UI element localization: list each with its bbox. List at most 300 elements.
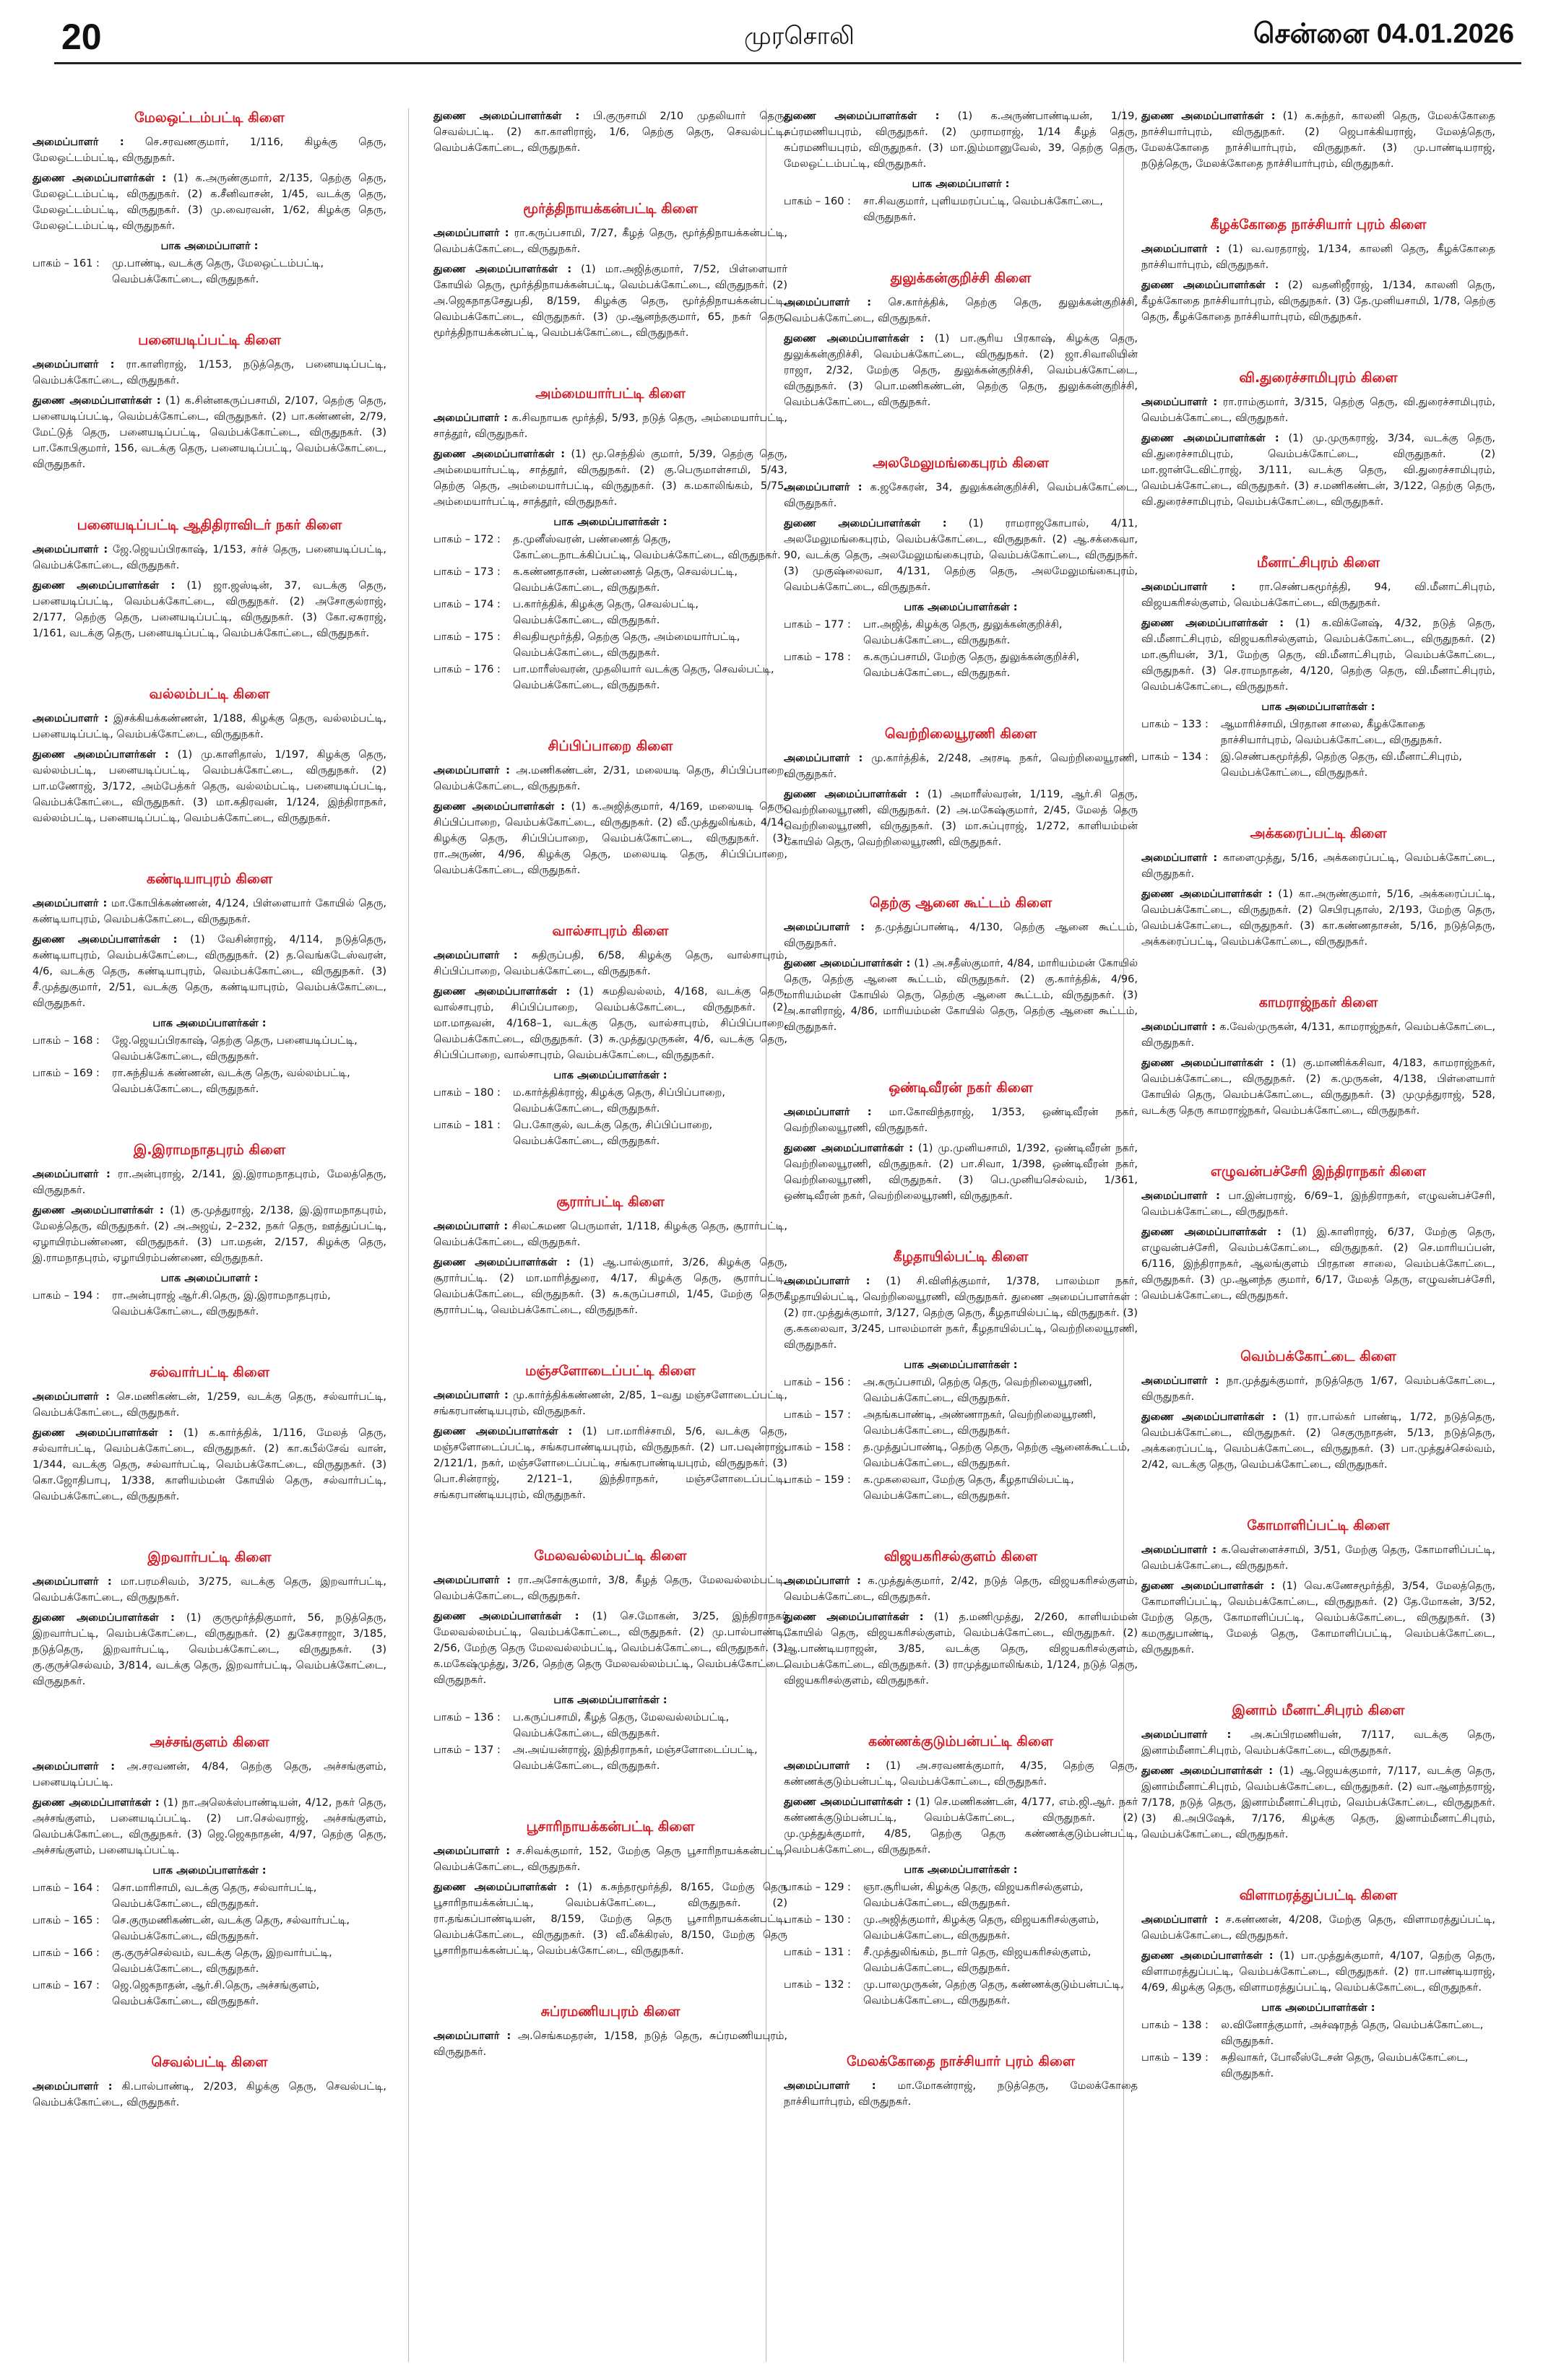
member-details: மா.மோகன்ராஜ், நடுத்தெரு, மேலக்கோதை நாச்சியார்புரம், விருதுநகர்.	[784, 2080, 1138, 2108]
booth-row	[433, 662, 787, 693]
booth-member: ல.வினோத்குமார், அச்ஷரநத் தெரு, வெம்பக்கோட்டை, விருதுநகர்.	[1221, 2020, 1484, 2047]
branch-section	[33, 1363, 386, 1505]
booth-number: பாகம் – 164 :	[33, 1882, 100, 1894]
member-details: (1) க.அருண்பாண்டியன், 1/19, சுப்ரமணியபுரம், விருதுநகர். (2) முராமராஜ், 1/14 கீழத் தெரு, சுப்ரமணியபுரம், விருதுநகர். (3) மா.இம்மானுவேல், 39, தெற்கு தெரு, மேலஒட்டம்பட்டி, விருதுநகர்.	[784, 111, 1138, 170]
booth-row	[33, 1065, 386, 1097]
booth-heading: பாக அமைப்பாளர்கள் :	[152, 1018, 267, 1029]
role-label: அமைப்பாளர் :	[33, 1391, 111, 1403]
office-bearer-entry	[784, 1758, 1138, 1790]
member-details: (1) வ.வரதராஜ், 1/134, காலனி தெரு, கீழக்கோதை நாச்சியார்புரம், விருதுநகர்.	[1141, 243, 1495, 271]
dateline: சென்னை 04.01.2026	[1253, 19, 1514, 49]
member-details: (1) மா.அஜித்குமார், 7/52, பிள்ளையார் கோயில் தெரு, மூர்த்திநாயக்கன்பட்டி, வெம்பக்கோட்டை, விருதுநகர். (2) அ.ஜெகநாதசேதுபதி, 8/159, கிழக்கு தெரு, மூர்த்திநாயக்கன்பட்டி, வெம்பக்கோட்டை, விருதுநகர். (3) மு.ஆனந்தகுமார், 65, நகர் தெரு, மூர்த்திநாயக்கன்பட்டி, வெம்பக்கோட்டை, விருதுநகர்.	[433, 264, 787, 339]
member-details: (1) வெ.கணேசமூர்த்தி, 3/54, மேலத்தெரு, கோமாளிப்பட்டி, வெம்பக்கோட்டை, விருதுநகர். (2) தே.மோகன், 3/52, மேற்கு தெரு, கோமாளிப்பட்டி, வெம்பக்கோட்டை, விருதுநகர். (3) கமருதுபாண்டி, மேலத் தெரு, கோமாளிப்பட்டி, வெம்பக்கோட்டை, விருதுநகர்.	[1141, 1580, 1495, 1656]
role-label: துணை அமைப்பாளர்கள் :	[33, 1612, 175, 1624]
role-label: துணை அமைப்பாளர்கள் :	[784, 1143, 913, 1154]
role-label: அமைப்பாளர் :	[33, 137, 124, 148]
member-details: (1) செ.மோகன், 3/25, இந்திராநகர் மேலவல்லம்பட்டி, வெம்பக்கோட்டை, விருதுநகர். (2) மு.பால்பாண்டி, 2/56, மேற்கு தெரு மேலவல்லம்பட்டி, வெம்பக்கோட்டை, விருதுநகர். (3) க.மகேஷ்முத்து, 3/26, தெற்கு தெரு மேலவல்லம்பட்டி, வெம்பக்கோட்டை, விருதுநகர்.	[433, 1611, 787, 1686]
booth-row	[433, 597, 787, 628]
branch-title: பனையடிப்பட்டி ஆதிதிராவிடர் நகர் கிளை	[77, 517, 342, 533]
booth-member: அ.கருப்பசாமி, தெற்கு தெரு, வெற்றிலையூரணி, வெம்பக்கோட்டை, விருதுநகர்.	[863, 1377, 1092, 1404]
member-details: க.முத்துக்குமார், 2/42, நடுத் தெரு, விஜயகரிசல்குளம், வெம்பக்கோட்டை, விருதுநகர்.	[784, 1575, 1138, 1603]
branch-title: மூர்த்திநாயக்கன்பட்டி கிளை	[523, 201, 698, 217]
role-label: துணை அமைப்பாளர்கள் :	[1141, 280, 1279, 291]
branch-section	[33, 108, 386, 287]
branch-section	[433, 1193, 787, 1318]
office-bearer-entry	[433, 948, 787, 979]
booth-number: பாகம் – 134 :	[1141, 751, 1209, 763]
branch-title: அம்மையார்பட்டி கிளை	[535, 386, 686, 402]
role-label: துணை அமைப்பாளர்கள் :	[784, 1611, 924, 1623]
member-details: (1) அமாரீஸ்வரன், 1/119, ஆர்.சி தெரு, வெற்றிலையூரணி, விருதுநகர். (2) அ.மகேஷ்குமார், 2/45, மேலத் தெரு வெற்றிலையூரணி, விருதுநகர். (3) மா.சுப்புராஜ், 1/272, காளியம்மன் கோயில் தெரு, வெற்றிலையூரணி, விருதுநகர்.	[784, 789, 1138, 848]
role-label: அமைப்பாளர் :	[784, 1575, 861, 1587]
office-bearer-entry	[1141, 1188, 1495, 1220]
branch-title: காமராஜ்நகர் கிளை	[1258, 995, 1378, 1011]
member-details: ரா.அன்புராஜ், 2/141, இ.இராமநாதபுரம், மேலத்தெரு, விருதுநகர்.	[33, 1169, 386, 1196]
office-bearer-entry	[433, 799, 787, 878]
member-details: செ.கார்த்திக், தெற்கு தெரு, துலுக்கன்குறிச்சி, வெம்பக்கோட்டை, விருதுநகர்.	[784, 297, 1138, 324]
member-details: (1) குருமூர்த்திகுமார், 56, நடுத்தெரு, இறவார்பட்டி, வெம்பக்கோட்டை, விருதுநகர். (2) துகேசராஜா, 3/185, நடுத்தெரு, இறவார்பட்டி, வெம்பக்கோட்டை, விருதுநகர். (3) கு.குருச்செல்வம், 3/814, வடக்கு தெரு, இறவார்பட்டி, வெம்பக்கோட்டை, விருதுநகர்.	[33, 1612, 386, 1687]
member-details: த.முத்துப்பாண்டி, 4/130, தெற்கு ஆனை கூட்டம், விருதுநகர்.	[784, 922, 1138, 949]
office-bearer-entry	[33, 747, 386, 826]
office-bearer-entry	[1141, 394, 1495, 426]
office-bearer-entry	[1141, 1578, 1495, 1658]
role-label: துணை அமைப்பாளர்கள் :	[784, 958, 911, 969]
branch-section	[1141, 1701, 1495, 1843]
role-label: அமைப்பாளர் :	[784, 1276, 870, 1287]
office-bearer-entry	[433, 1424, 787, 1503]
office-bearer-entry	[1141, 1912, 1495, 1944]
branch-title: செவல்பட்டி கிளை	[151, 2054, 268, 2070]
booth-member: சொ.மாரிசாமி, வடக்கு தெரு, சல்வார்பட்டி, வெம்பக்கோட்டை, விருதுநகர்.	[112, 1882, 317, 1910]
role-label: துணை அமைப்பாளர்கள் :	[1141, 1057, 1275, 1069]
member-details: (1) வேசின்ராஜ், 4/114, நடுத்தெரு, கண்டியாபுரம், வெம்பக்கோட்டை, விருதுநகர். (2) த.வெங்கடேஸ்வரன், 4/6, வடக்கு தெரு, கண்டியாபுரம், வெம்பக்கோட்டை, விருதுநகர். (3) சீ.முத்துகுமார், 2/51, வடக்கு தெரு, கண்டியாபுரம், வெம்பக்கோட்டை, விருதுநகர்.	[33, 934, 386, 1009]
member-details: மா.கோவிந்தராஜ், 1/353, ஒண்டிவீரன் நகர், வெற்றிலையூரணி, விருதுநகர்.	[784, 1107, 1138, 1134]
branch-section	[33, 870, 386, 1097]
branch-section	[433, 1546, 787, 1774]
booth-member: ஜெ.ஜெகநாதன், ஆர்.சி.தெரு, அச்சங்குளம், வெம்பக்கோட்டை, விருதுநகர்.	[112, 1980, 320, 2007]
member-details: (1) சுமதிவல்லம், 4/168, வடக்கு தெரு, வால்சாபுரம், சிப்பிப்பாறை, வெம்பக்கோட்டை, விருதுநகர். (2) மா.மாதவன், 4/168–1, வடக்கு தெரு, வால்சாபுரம், சிப்பிப்பாறை, வெம்பக்கோட்டை, விருதுநகர். (3) சு.முத்துமுருகன், 4/6, வடக்கு தெரு, சிப்பிப்பாறை, வால்சாபுரம், வெம்பக்கோட்டை, விருதுநகர்.	[433, 986, 787, 1061]
office-bearer-entry	[784, 2078, 1138, 2110]
member-details: (1) க.விக்னேஷ், 4/32, நடுத் தெரு, வி.மீனாட்சிபுரம், விஜயகரிசல்குளம், வெம்பக்கோட்டை, விருதுநகர். (2) மா.சூரியன், 3/1, மேற்கு தெரு, வி.மீனாட்சிபுரம், வெம்பக்கோட்டை, விருதுநகர். (3) செ.ராமநாதன், 4/120, தெற்கு தெரு, வி.மீனாட்சிபுரம், வெம்பக்கோட்டை, விருதுநகர்.	[1141, 618, 1495, 693]
member-details: ரா.அசோக்குமார், 3/8, கீழத் தெரு, மேலவல்லம்பட்டி, வெம்பக்கோட்டை, விருதுநகர்.	[433, 1575, 787, 1602]
office-bearer-entry	[1141, 850, 1495, 882]
booth-member: த.முத்துப்பாண்டி, தெற்கு தெரு, தெற்கு ஆனைக்கூட்டம், வெம்பக்கோட்டை, விருதுநகர்.	[863, 1442, 1131, 1469]
branch-title: ஒண்டிவீரன் நகர் கிளை	[889, 1080, 1033, 1096]
office-bearer-entry	[1141, 1019, 1495, 1051]
office-bearer-entry	[433, 984, 787, 1063]
booth-number: பாகம் – 180 :	[433, 1087, 501, 1099]
booth-number: பாகம் – 168 :	[33, 1035, 100, 1047]
booth-row	[33, 256, 386, 287]
office-bearer-entry	[784, 295, 1138, 326]
branch-title: வல்லம்பட்டி கிளை	[149, 686, 270, 702]
branch-section	[1141, 368, 1495, 510]
member-details: (1) மு.முருகராஜ், 3/34, வடக்கு தெரு, வி.துரைச்சாமிபுரம், வெம்பக்கோட்டை, விருதுநகர். (2) மா.ஜான்டேவிட்ராஜ், 3/111, வடக்கு தெரு, வி.துரைச்சாமிபுரம், வெம்பக்கோட்டை, விருதுநகர். (3) ச.மணிகண்டன், 3/122, தெற்கு தெரு, வி.துரைச்சாமிபுரம், வெம்பக்கோட்டை, விருதுநகர்.	[1141, 433, 1495, 508]
booth-number: பாகம் – 160 :	[784, 196, 851, 207]
booth-row	[1141, 717, 1495, 748]
member-details: பா.இன்பராஜ், 6/69–1, இந்திராநகர், எழுவன்பச்சேரி, வெம்பக்கோட்டை, விருதுநகர்.	[1141, 1190, 1495, 1218]
role-label: துணை அமைப்பாளர்கள் :	[33, 173, 167, 184]
office-bearer-entry	[784, 956, 1138, 1035]
member-details: மா.கோபிக்கண்ணன், 4/124, பிள்ளையார் கோயில் தெரு, கண்டியாபுரம், வெம்பக்கோட்டை, விருதுநகர்.	[33, 898, 386, 925]
branch-section	[1141, 1516, 1495, 1658]
member-details: (1) க.சுந்தர், காலனி தெரு, மேலக்கோதை நாச்சியார்புரம், விருதுநகர். (2) ஜெபாக்கியராஜ், மேலத்தெரு, மேலக்கோதை நாச்சியார்புரம், விருதுநகர். (3) மு.பாண்டியராஜ், நடுத்தெரு, மேலக்கோதை நாச்சியார்புரம், விருதுநகர்.	[1141, 111, 1495, 170]
booth-row	[433, 1710, 787, 1741]
office-bearer-entry	[33, 170, 386, 234]
office-bearer-entry	[33, 393, 386, 472]
booth-member: அதங்கபாண்டி, அண்ணாநகர், வெற்றிலையூரணி, வெம்பக்கோட்டை, விருதுநகர்.	[863, 1409, 1097, 1437]
column-2	[433, 108, 787, 2362]
booth-row	[784, 1879, 1138, 1911]
member-details: மு.கார்த்திக்கண்ணன், 2/85, 1–வது மஞ்சளோடைப்பட்டி, சங்கரபாண்டியபுரம், விருதுநகர்.	[433, 1390, 787, 1417]
role-label: அமைப்பாளர் :	[33, 2081, 113, 2093]
office-bearer-entry	[433, 410, 787, 442]
member-details: (1) மு.காளிதாஸ், 1/197, கிழக்கு தெரு, வல்லம்பட்டி, பனையடிப்பட்டி, வெம்பக்கோட்டை, விருதுநகர். (2) பா.மணோஜ், 3/172, அம்பேத்கர் தெரு, வல்லம்பட்டி, பனையடிப்பட்டி, வெம்பக்கோட்டை, விருதுநகர். (3) மா.கதிரவன், 1/124, இந்திராநகர், வல்லம்பட்டி, பனையடிப்பட்டி, வெம்பக்கோட்டை, விருதுநகர்.	[33, 749, 386, 824]
office-bearer-entry	[1141, 108, 1495, 172]
role-label: துணை அமைப்பாளர்கள் :	[433, 1611, 579, 1622]
booth-number: பாகம் – 161 :	[33, 258, 100, 269]
branch-title: வெற்றிலையூரணி கிளை	[884, 726, 1037, 742]
booth-number: பாகம் – 136 :	[433, 1712, 501, 1723]
office-bearer-entry	[33, 1610, 386, 1689]
role-label: அமைப்பாளர் :	[784, 753, 863, 764]
office-bearer-entry	[784, 516, 1138, 595]
booth-member: சீ.முத்துலிங்கம், நடார் தெரு, விஜயகரிசல்குளம், வெம்பக்கோட்டை, விருதுநகர்.	[863, 1947, 1092, 1974]
member-details: (1) இ.காளிராஜ், 6/37, மேற்கு தெரு, எழுவன்பச்சேரி, வெம்பக்கோட்டை, விருதுநகர். (2) செ.மாரியப்பன், 6/116, இந்திராநகர், ஆலங்குளம் பிரதான சாலை, வெம்பக்கோட்டை, விருதுநகர். (3) மு.ஆனந்த குமார், 6/17, மேலத் தெரு, எழுவன்பச்சேரி, வெம்பக்கோட்டை, விருதுநகர்.	[1141, 1226, 1495, 1302]
member-details: க.வெள்ளைச்சாமி, 3/51, மேற்கு தெரு, கோமாளிப்பட்டி, வெம்பக்கோட்டை, விருதுநகர்.	[1141, 1544, 1495, 1572]
member-details: செ.சரவணகுமார், 1/116, கிழக்கு தெரு, மேலஒட்டம்பட்டி, விருதுநகர்.	[33, 137, 386, 164]
branch-section	[1141, 108, 1495, 172]
member-details: க.சிவநாயக மூர்த்தி, 5/93, நடுத் தெரு, அம்மையார்பட்டி, சாத்தூர், விருதுநகர்.	[433, 412, 787, 440]
booth-member: சுதிவாகர், போலீஸ்டேசன் தெரு, வெம்பக்கோட்டை, விருதுநகர்.	[1221, 2052, 1469, 2080]
booth-row	[33, 1288, 386, 1320]
booth-number: பாகம் – 165 :	[33, 1915, 100, 1926]
branch-title: தெற்கு ஆனை கூட்டம் கிளை	[869, 895, 1053, 911]
booth-member: ரா.அன்புராஜ் ஆர்.சி.தெரு, இ.இராமநாதபுரம், வெம்பக்கோட்டை, விருதுநகர்.	[112, 1290, 331, 1317]
booth-member: செ.குருமணிகண்டன், வடக்கு தெரு, சல்வார்பட்டி, வெம்பக்கோட்டை, விருதுநகர்.	[112, 1915, 350, 1942]
role-label: துணை அமைப்பாளர்கள் :	[433, 264, 572, 275]
masthead	[0, 0, 1543, 79]
role-label: துணை அமைப்பாளர்கள் :	[33, 395, 161, 407]
member-details: காளைமுத்து, 5/16, அக்கரைப்பட்டி, வெம்பக்கோட்டை, விருதுநகர்.	[1141, 852, 1495, 880]
member-details: இசக்கியக்கண்ணன், 1/188, கிழக்கு தெரு, வல்லம்பட்டி, பனையடிப்பட்டி, வெம்பக்கோட்டை, விருதுநகர்.	[33, 713, 386, 740]
office-bearer-entry	[784, 1573, 1138, 1605]
booth-row	[1141, 749, 1495, 781]
role-label: அமைப்பாளர் :	[433, 2030, 511, 2042]
branch-section	[33, 685, 386, 826]
member-details: (1) கு.முத்துராஜ், 2/138, இ.இராமநாதபுரம், மேலத்தெரு, விருதுநகர். (2) அ.அஜய், 2–232, நகர் தெரு, ஊத்துப்பட்டி, ஏழாயிரம்பண்ணை, விருதுநகர். (3) பா.மதன், 2/157, கிழக்கு தெரு, இ.ராமநாதபுரம், ஏழாயிரம்பண்ணை, விருதுநகர்.	[33, 1205, 386, 1264]
role-label: அமைப்பாளர் :	[1141, 1190, 1220, 1202]
branch-title: விஜயகரிசல்குளம் கிளை	[883, 1549, 1038, 1565]
branch-section	[784, 724, 1138, 850]
member-details: (1) ஜா.ஜஸ்டின், 37, வடக்கு தெரு, பனையடிப்பட்டி, வெம்பக்கோட்டை, விருதுநகர். (2) அசோகுல்ராஜ், 2/177, தெற்கு தெரு, பனையடிப்பட்டி, விருதுநகர். (3) கோ.ஏசுராஜ், 1/161, வடக்கு தெரு, பனையடிப்பட்டி, வெம்பக்கோட்டை, விருதுநகர்.	[33, 580, 386, 639]
role-label: துணை அமைப்பாளர்கள் :	[1141, 1765, 1274, 1777]
booth-row	[784, 1944, 1138, 1976]
booth-heading: பாக அமைப்பாளர் :	[160, 241, 259, 252]
role-label: அமைப்பாளர் :	[433, 1575, 511, 1586]
role-label: துணை அமைப்பாளர்கள் :	[33, 749, 169, 761]
booth-number: பாகம் – 129 :	[784, 1882, 851, 1893]
booth-number: பாகம் – 178 :	[784, 652, 851, 663]
header-rule	[54, 62, 1521, 64]
branch-section	[33, 331, 386, 472]
page-number: 20	[61, 17, 102, 57]
role-label: துணை அமைப்பாளர்கள் :	[784, 1796, 912, 1808]
column-divider	[408, 108, 409, 2362]
member-details: (1) அ.சரவணக்குமார், 4/35, தெற்கு தெரு, கண்ணக்குடும்பன்பட்டி, வெம்பக்கோட்டை, விருதுநகர்.	[784, 1760, 1138, 1788]
office-bearer-entry	[433, 1388, 787, 1419]
booth-number: பாகம் – 181 :	[433, 1120, 501, 1131]
booth-heading: பாக அமைப்பாளர்கள் :	[1261, 701, 1375, 713]
booth-row	[784, 1472, 1138, 1504]
role-label: அமைப்பாளர் :	[784, 482, 863, 493]
branch-section	[33, 1548, 386, 1689]
office-bearer-entry	[33, 1795, 386, 1858]
office-bearer-entry	[433, 1609, 787, 1688]
branch-section	[784, 1732, 1138, 2009]
branch-title: எழுவன்பச்சேரி இந்திராநகர் கிளை	[1210, 1164, 1427, 1180]
member-details: (1) ராமராஜகோபால், 4/11, அலமேலுமங்கைபுரம், வெம்பக்கோட்டை, விருதுநகர். (2) ஆ.சக்கைவா, 90, வடக்கு தெரு, அலமேலுமங்கைபுரம், வெம்பக்கோட்டை, விருதுநகர். (3) முகுஷ்லைவா, 4/131, தெற்கு தெரு, அலமேலுமங்கைபுரம், வெம்பக்கோட்டை, விருதுநகர்.	[784, 518, 1138, 593]
member-details: (1) ஆ.ஜெயக்குமார், 7/117, வடக்கு தெரு, இனாம்மீனாட்சிபுரம், வெம்பக்கோட்டை, விருதுநகர். (2) வா.ஆனந்தராஜ், 7/178, நடுத் தெரு, இனாம்மீனாட்சிபுரம், வெம்பக்கோட்டை, விருதுநகர். (3) கி.அபிஷேக், 7/176, கிழக்கு தெரு, இனாம்மீனாட்சிபுரம், வெம்பக்கோட்டை, விருதுநகர்.	[1141, 1765, 1495, 1840]
office-bearer-entry	[33, 357, 386, 389]
booth-row	[33, 1880, 386, 1912]
booth-heading: பாக அமைப்பாளர்கள் :	[904, 602, 1018, 613]
office-bearer-entry	[33, 1759, 386, 1791]
role-label: அமைப்பாளர் :	[433, 228, 509, 239]
role-label: அமைப்பாளர் :	[1141, 1375, 1219, 1387]
member-details: நா.முத்துக்குமார், நடுத்தெரு 1/67, வெம்பக்கோட்டை, விருதுநகர்.	[1141, 1375, 1495, 1403]
role-label: துணை அமைப்பாளர்கள் :	[1141, 1580, 1275, 1592]
member-details: (1) பா.மாரிச்சாமி, 5/6, வடக்கு தெரு, மஞ்சளோடைப்பட்டி, சங்கரபாண்டியபுரம், விருதுநகர். (2) பா.பவுன்ராஜ், 2/121/1, நகர், மஞ்சளோடைப்பட்டி, சங்கரபாண்டியபுரம், விருதுநகர். (3) பொ.சின்ராஜ், 2/121–1, இந்திராநகர், மஞ்சளோடைப்பட்டி, சங்கரபாண்டியபுரம், விருதுநகர்.	[433, 1426, 787, 1501]
branch-section	[433, 2002, 787, 2060]
role-label: துணை அமைப்பாளர்கள் :	[433, 1882, 569, 1893]
booth-number: பாகம் – 138 :	[1141, 2020, 1209, 2031]
branch-section	[784, 1547, 1138, 1689]
branch-title: கண்ணக்குடும்பன்பட்டி கிளை	[868, 1734, 1053, 1749]
branch-title: பனையடிப்பட்டி கிளை	[138, 332, 281, 348]
office-bearer-entry	[33, 1574, 386, 1606]
member-details: (1) செ.மணிகண்டன், 4/177, எம்.ஜி.ஆர். நகர் கண்ணக்குடும்பன்பட்டி, வெம்பக்கோட்டை, விருதுநகர். (2) மு.முத்துக்குமார், 4/85, தெற்கு தெரு கண்ணக்குடும்பன்பட்டி, வெம்பக்கோட்டை, விருதுநகர்.	[784, 1796, 1138, 1856]
role-label: துணை அமைப்பாளர்கள் :	[433, 1426, 573, 1437]
booth-member: க.முகலைவா, மேற்கு தெரு, கீழதாயில்பட்டி, வெம்பக்கோட்டை, விருதுநகர்.	[863, 1474, 1074, 1502]
booth-number: பாகம் – 169 :	[33, 1068, 100, 1079]
branch-section	[784, 893, 1138, 1035]
role-label: துணை அமைப்பாளர்கள் :	[1141, 1226, 1281, 1238]
role-label: துணை அமைப்பாளர்கள் :	[784, 518, 947, 529]
branch-title: வெம்பக்கோட்டை கிளை	[1240, 1349, 1396, 1364]
booth-row	[784, 617, 1138, 649]
branch-section	[784, 1247, 1138, 1504]
role-label: அமைப்பாளர் :	[1141, 243, 1220, 255]
branch-section	[1141, 215, 1495, 325]
member-details: (1) க.கார்த்திக், 1/116, மேலத் தெரு, சல்வார்பட்டி, வெம்பக்கோட்டை, விருதுநகர். (2) கா.கபீல்சேவ் வான், 1/344, வடக்கு தெரு, சல்வார்பட்டி, வெம்பக்கோட்டை, விருதுநகர். (3) கொ.ஜோதிபாபு, 1/338, காளியம்மன் கோயில் தெரு, சல்வார்பட்டி, வெம்பக்கோட்டை, விருதுநகர்.	[33, 1427, 386, 1502]
booth-number: பாகம் – 157 :	[784, 1409, 851, 1421]
branch-title: வி.துரைச்சாமிபுரம் கிளை	[1239, 370, 1398, 386]
member-details: ஜே.ஜெயப்பிரகாஷ், 1/153, சர்ச் தெரு, பனையடிப்பட்டி, வெம்பக்கோட்டை, விருதுநகர்.	[33, 544, 386, 571]
branch-title: சூரார்பட்டி கிளை	[556, 1194, 665, 1210]
office-bearer-entry	[33, 711, 386, 743]
office-bearer-entry	[33, 1203, 386, 1266]
office-bearer-entry	[784, 919, 1138, 951]
booth-number: பாகம் – 156 :	[784, 1377, 851, 1388]
member-details: மு.கார்த்திக், 2/248, அரசடி நகர், வெற்றிலையூரணி, விருதுநகர்.	[784, 753, 1138, 780]
booth-row	[33, 1033, 386, 1065]
role-label: அமைப்பாளர் :	[433, 1221, 509, 1232]
booth-row	[1141, 2050, 1495, 2082]
role-label: அமைப்பாளர் :	[1141, 1914, 1219, 1926]
booth-row	[433, 629, 787, 661]
member-details: (1) க.அருண்குமார், 2/135, தெற்கு தெரு, மேலஒட்டம்பட்டி, விருதுநகர். (2) க.சீனிவாசன், 1/45, வடக்கு தெரு, மேலஒட்டம்பட்டி, விருதுநகர். (3) மு.வைரவன், 1/62, கிழக்கு தெரு, மேலஒட்டம்பட்டி, விருதுநகர்.	[33, 173, 386, 232]
office-bearer-entry	[433, 1843, 787, 1875]
office-bearer-entry	[1141, 1409, 1495, 1473]
branch-section	[1141, 1347, 1495, 1473]
role-label: துணை அமைப்பாளர்கள் :	[1141, 111, 1276, 122]
booth-row	[784, 1375, 1138, 1406]
booth-heading: பாக அமைப்பாளர்கள் :	[904, 1359, 1018, 1371]
booth-member: ம.கார்த்திக்ராஜ், கிழக்கு தெரு, சிப்பிப்பாறை, வெம்பக்கோட்டை, விருதுநகர்.	[513, 1087, 726, 1115]
booth-heading: பாக அமைப்பாளர்கள் :	[1261, 2002, 1375, 2014]
role-label: துணை அமைப்பாளர்கள் :	[784, 333, 925, 345]
booth-heading: பாக அமைப்பாளர்கள் :	[152, 1865, 267, 1877]
member-details: செ.மணிகண்டன், 1/259, வடக்கு தெரு, சல்வார்பட்டி, வெம்பக்கோட்டை, விருதுநகர்.	[33, 1391, 386, 1419]
member-details: அ.சரவணன், 4/84, தெற்கு தெரு, அச்சங்குளம், பனையடிப்பட்டி.	[33, 1761, 386, 1788]
role-label: அமைப்பாளர் :	[1141, 852, 1218, 864]
office-bearer-entry	[1141, 1224, 1495, 1304]
branch-section	[784, 108, 1138, 225]
role-label: அமைப்பாளர் :	[33, 713, 108, 724]
office-bearer-entry	[784, 1273, 1138, 1353]
office-bearer-entry	[433, 1879, 787, 1959]
office-bearer-entry	[33, 578, 386, 641]
branch-section	[1141, 1162, 1495, 1304]
booth-member: பா.அஜித், கிழக்கு தெரு, துலுக்கன்குறிச்சி, வெம்பக்கோட்டை, விருதுநகர்.	[863, 619, 1063, 646]
role-label: அமைப்பாளர் :	[433, 765, 510, 776]
office-bearer-entry	[33, 896, 386, 927]
role-label: அமைப்பாளர் :	[1141, 397, 1218, 408]
booth-heading: பாக அமைப்பாளர்கள் :	[553, 1695, 667, 1706]
member-details: (1) மூ.செந்தில் குமார், 5/39, தெற்கு தெரு, அம்மையார்பட்டி, சாத்தூர், விருதுநகர். (2) கு.பெருமாள்சாமி, 5/43, தெற்கு தெரு, அம்மையார்பட்டி, விருதுநகர். (3) க.மகாலிங்கம், 5/75, அம்மையார்பட்டி, சாத்தூர், விருதுநகர்.	[433, 449, 787, 508]
branch-section	[784, 454, 1138, 681]
booth-number: பாகம் – 158 :	[784, 1442, 851, 1453]
booth-member: ஞா.சூரியன், கிழக்கு தெரு, விஜயகரிசல்குளம், வெம்பக்கோட்டை, விருதுநகர்.	[863, 1882, 1084, 1909]
booth-row	[433, 1742, 787, 1774]
member-details: ரா.கருப்பசாமி, 7/27, கீழத் தெரு, மூர்த்திநாயக்கன்பட்டி, வெம்பக்கோட்டை, விருதுநகர்.	[433, 228, 787, 255]
role-label: அமைப்பாளர் :	[784, 297, 872, 308]
role-label: அமைப்பாளர் :	[33, 898, 108, 909]
office-bearer-entry	[784, 331, 1138, 410]
branch-section	[433, 922, 787, 1149]
role-label: துணை அமைப்பாளர்கள் :	[1141, 618, 1284, 629]
booth-member: ஜே.ஜெயப்பிரகாஷ், தெற்கு தெரு, பனையடிப்பட்டி, வெம்பக்கோட்டை, விருதுநகர்.	[112, 1035, 358, 1063]
member-details: (1) அ.சதீஸ்குமார், 4/84, மாரியம்மன் கோயில் தெரு, தெற்கு ஆனை கூட்டம், விருதுநகர். (2) கு.கார்த்திக், 4/96, மாரியம்மன் கோயில் தெரு, தெற்கு ஆனை கூட்டம், விருதுநகர். (3) அ.காளிராஜ், 4/86, மாரியம்மன் கோயில் தெரு, தெற்கு ஆனை கூட்டம், விருதுநகர்.	[784, 958, 1138, 1033]
booth-number: பாகம் – 132 :	[784, 1979, 851, 1991]
office-bearer-entry	[784, 1141, 1138, 1204]
branch-title: இ.இராமநாதபுரம் கிளை	[133, 1142, 286, 1158]
member-details: சிலட்சுமண பெருமாள், 1/118, கிழக்கு தெரு, சூரார்பட்டி, வெம்பக்கோட்டை, விருதுநகர்.	[433, 1221, 787, 1248]
booth-number: பாகம் – 131 :	[784, 1947, 851, 1958]
office-bearer-entry	[1141, 1542, 1495, 1574]
branch-section	[1141, 553, 1495, 781]
role-label: துணை அமைப்பாளர்கள் :	[1141, 433, 1279, 444]
office-bearer-entry	[433, 2028, 787, 2060]
role-label: துணை அமைப்பாளர்கள் :	[33, 1205, 164, 1216]
office-bearer-entry	[433, 1572, 787, 1604]
newspaper-name: முரசொலி	[744, 22, 855, 51]
member-details: அ.செங்கமதரன், 1/158, நடுத் தெரு, சுப்ரமணியபுரம், விருதுநகர்.	[433, 2030, 787, 2058]
office-bearer-entry	[1141, 1373, 1495, 1405]
member-details: (1) த.மணிமுத்து, 2/260, காளியம்மன் கோயில் தெரு, விஜயகரிசல்குளம், வெம்பக்கோட்டை, விருதுநகர். (2) ஆ.பாண்டியராஜன், 3/85, வடக்கு தெரு, விஜயகரிசல்குளம், வெம்பக்கோட்டை, விருதுநகர். (3) ராமுத்துமாலிங்கம், 1/124, நடுத் தெரு, விஜயகரிசல்குளம், விருதுநகர்.	[784, 1611, 1138, 1687]
booth-number: பாகம் – 174 :	[433, 599, 501, 610]
role-label: அமைப்பாளர் :	[33, 1169, 111, 1180]
booth-number: பாகம் – 137 :	[433, 1744, 501, 1756]
office-bearer-entry	[784, 108, 1138, 172]
booth-member: ப.கருப்பசாமி, கீழத் தெரு, மேலவல்லம்பட்டி, வெம்பக்கோட்டை, விருதுநகர்.	[513, 1712, 730, 1739]
office-bearer-entry	[784, 787, 1138, 850]
office-bearer-entry	[1141, 241, 1495, 273]
booth-number: பாகம் – 166 :	[33, 1947, 100, 1959]
member-details: (1) கு.மாணிக்கசிவா, 4/183, காமராஜ்நகர், வெம்பக்கோட்டை, விருதுநகர். (2) க.முருகன், 4/138, பிள்ளையார் கோயில் தெரு, வெம்பக்கோட்டை, விருதுநகர். (3) முமுத்துராஜ், 528, வடக்கு தெரு காமராஜ்நகர், வெம்பக்கோட்டை, விருதுநகர்.	[1141, 1057, 1495, 1117]
booth-heading: பாக அமைப்பாளர்கள் :	[904, 1864, 1018, 1876]
role-label: துணை அமைப்பாளர்கள் :	[433, 1257, 571, 1268]
role-label: அமைப்பாளர் :	[1141, 1729, 1232, 1741]
office-bearer-entry	[1141, 615, 1495, 695]
role-label: துணை அமைப்பாளர்கள் :	[433, 111, 580, 122]
booth-member: கு.குருச்செல்வம், வடக்கு தெரு, இறவார்பட்டி, வெம்பக்கோட்டை, விருதுநகர்.	[112, 1947, 332, 1975]
booth-member: மு.பாலமுருகன், தெற்கு தெரு, கண்ணக்குடும்பன்பட்டி, வெம்பக்கோட்டை, விருதுநகர்.	[863, 1979, 1124, 2007]
branch-section	[784, 1078, 1138, 1204]
role-label: அமைப்பாளர் :	[1141, 1021, 1216, 1033]
role-label: அமைப்பாளர் :	[33, 1761, 116, 1773]
booth-number: பாகம் – 167 :	[33, 1980, 100, 1991]
branch-section	[433, 384, 787, 693]
member-details: ரா.காளிராஜ், 1/153, நடுத்தெரு, பனையடிப்பட்டி, வெம்பக்கோட்டை, விருதுநகர்.	[33, 359, 386, 386]
branch-title: சிப்பிப்பாறை கிளை	[548, 738, 673, 754]
role-label: அமைப்பாளர் :	[433, 412, 509, 424]
role-label: துணை அமைப்பாளர்கள் :	[1141, 888, 1273, 900]
office-bearer-entry	[433, 763, 787, 795]
office-bearer-entry	[33, 1425, 386, 1505]
booth-number: பாகம் – 159 :	[784, 1474, 851, 1486]
branch-title: கீழக்கோதை நாச்சியார் புரம் கிளை	[1210, 217, 1427, 233]
booth-row	[33, 1978, 386, 2009]
booth-heading: பாக அமைப்பாளர்கள் :	[553, 516, 667, 528]
member-details: (1) பா.முத்துக்குமார், 4/107, தெற்கு தெரு, விளாமரத்துப்பட்டி, வெம்பக்கோட்டை, விருதுநகர். (2) ரா.பாண்டியராஜ், 4/69, கிழக்கு தெரு, விளாமரத்துப்பட்டி, வெம்பக்கோட்டை, விருதுநகர்.	[1141, 1950, 1495, 1994]
role-label: துணை அமைப்பாளர்கள் :	[784, 111, 940, 122]
branch-section	[433, 1817, 787, 1959]
office-bearer-entry	[33, 134, 386, 166]
booth-member: பெ.கோகுல், வடக்கு தெரு, சிப்பிப்பாறை, வெம்பக்கோட்டை, விருதுநகர்.	[513, 1120, 713, 1147]
booth-number: பாகம் – 172 :	[433, 534, 501, 545]
office-bearer-entry	[433, 261, 787, 341]
branch-title: கீழதாயில்பட்டி கிளை	[893, 1249, 1029, 1265]
booth-member: சா.சிவகுமார், புளியமரப்பட்டி, வெம்பக்கோட்டை, விருதுநகர்.	[863, 196, 1104, 223]
office-bearer-entry	[1141, 579, 1495, 611]
role-label: அமைப்பாளர் :	[33, 544, 108, 555]
member-details: ரா.செண்பகமூர்த்தி, 94, வி.மீனாட்சிபுரம், விஜயகரிசல்குளம், வெம்பக்கோட்டை, விருதுநகர்.	[1141, 581, 1495, 609]
booth-row	[433, 564, 787, 596]
branch-section	[1141, 993, 1495, 1119]
booth-member: இ.செண்பகமூர்த்தி, தெற்கு தெரு, வி.மீனாட்சிபுரம், வெம்பக்கோட்டை, விருதுநகர்.	[1221, 751, 1463, 779]
role-label: துணை அமைப்பாளர்கள் :	[33, 1427, 173, 1439]
column-1	[33, 108, 386, 2362]
office-bearer-entry	[433, 1219, 787, 1250]
branch-title: அலமேலுமங்கைபுரம் கிளை	[873, 455, 1049, 471]
member-details: சுதிருப்பதி, 6/58, கிழக்கு தெரு, வால்சாபுரம், சிப்பிப்பாறை, வெம்பக்கோட்டை, விருதுநகர்.	[433, 950, 787, 977]
booth-member: ப.கார்த்திக், கிழக்கு தெரு, செவல்பட்டி, வெம்பக்கோட்டை, விருதுநகர்.	[513, 599, 699, 626]
booth-member: த.முனீஸ்வரன், பண்ணைத் தெரு, கோட்டைநாடக்கிப்பட்டி, வெம்பக்கோட்டை, விருதுநகர்.	[513, 534, 781, 561]
role-label: அமைப்பாளர் :	[433, 950, 518, 961]
column-4	[1141, 108, 1495, 2362]
